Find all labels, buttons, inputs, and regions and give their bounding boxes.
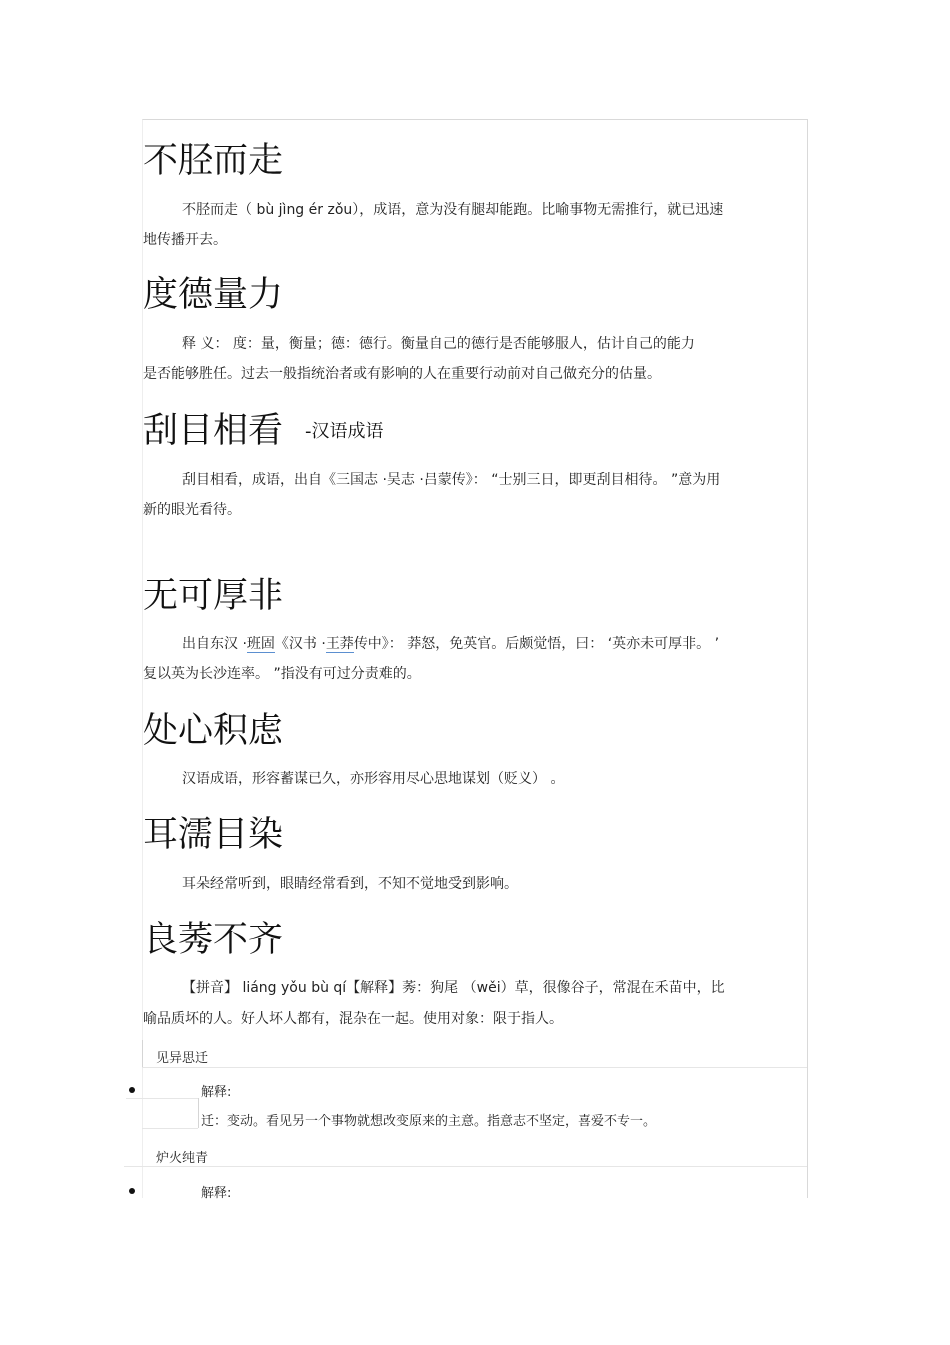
entry-text-line: 是否能够胜任。过去一般指统治者或有影响的人在重要行动前对自己做充分的估量。	[143, 366, 661, 382]
text-segment: 《汉书 ·	[274, 636, 326, 652]
entry-text-line: 释 义： 度：量，衡量；德：德行。衡量自己的德行是否能够服人，估计自己的能力	[182, 336, 695, 352]
entry-text-line: 刮目相看，成语，出自《三国志 ·吴志 ·吕蒙传》： “士别三日，即更刮目相待。 ”意为用	[182, 472, 721, 488]
entry-text-line: 耳朵经常听到，眼睛经常看到，不知不觉地受到影响。	[182, 876, 518, 892]
entry-title-text: 刮目相看	[143, 411, 284, 451]
text-segment: 出自东汉 ·	[182, 636, 247, 652]
entry-text-line: 地传播开去。	[143, 232, 227, 248]
entry-subtitle: -汉语成语	[305, 421, 384, 442]
bullet-icon	[129, 1087, 135, 1093]
entry-text-line: 复以英为长沙连率。 ”指没有可过分责难的。	[143, 666, 421, 682]
text-segment: 传中》： 莽怒，免英官。后颇觉悟，曰： ‘英亦未可厚非。 ’	[353, 636, 720, 652]
divider	[142, 1128, 198, 1129]
divider	[126, 1098, 198, 1099]
divider	[124, 1166, 807, 1167]
definition-label: 解释:	[201, 1085, 232, 1100]
entry-title: 良莠不齐	[143, 920, 284, 960]
entry-text-line: 汉语成语，形容蓄谋已久，亦形容用尽心思地谋划（贬义） 。	[182, 771, 565, 787]
list-heading: 炉火纯青	[156, 1151, 209, 1166]
entry-text-line: 不胫而走（ bù jìng ér zǒu），成语，意为没有腿却能跑。比喻事物无需推行，就已迅速	[182, 202, 724, 218]
entry-title: 耳濡目染	[143, 815, 284, 855]
entry-text-line: 喻品质坏的人。好人坏人都有，混杂在一起。使用对象：限于指人。	[143, 1011, 563, 1027]
entry-title: 度德量力	[143, 275, 284, 315]
divider	[142, 1067, 807, 1068]
entry-title: 无可厚非	[143, 576, 284, 616]
entry-text-line	[143, 629, 807, 659]
definition-label: 解释:	[201, 1186, 232, 1201]
link-wangmang[interactable]: 王莽	[325, 636, 354, 652]
divider	[142, 1040, 143, 1068]
bullet-icon	[129, 1188, 135, 1194]
entry-text-line: 【拼音】 liáng yǒu bù qí【解释】莠：狗尾 （wěi）草，很像谷子，常混在禾苗中，比	[182, 980, 725, 996]
entry-title	[143, 411, 384, 452]
entry-title: 处心积虑	[143, 711, 284, 751]
divider	[198, 1098, 199, 1128]
entry-title: 不胫而走	[143, 141, 284, 181]
entry-text-line: 新的眼光看待。	[143, 502, 241, 518]
list-heading: 见异思迁	[156, 1051, 209, 1066]
definition-text: 迁：变动。看见另一个事物就想改变原来的主意。指意志不坚定，喜爱不专一。	[201, 1114, 657, 1129]
link-bangu[interactable]: 班固	[246, 636, 275, 652]
